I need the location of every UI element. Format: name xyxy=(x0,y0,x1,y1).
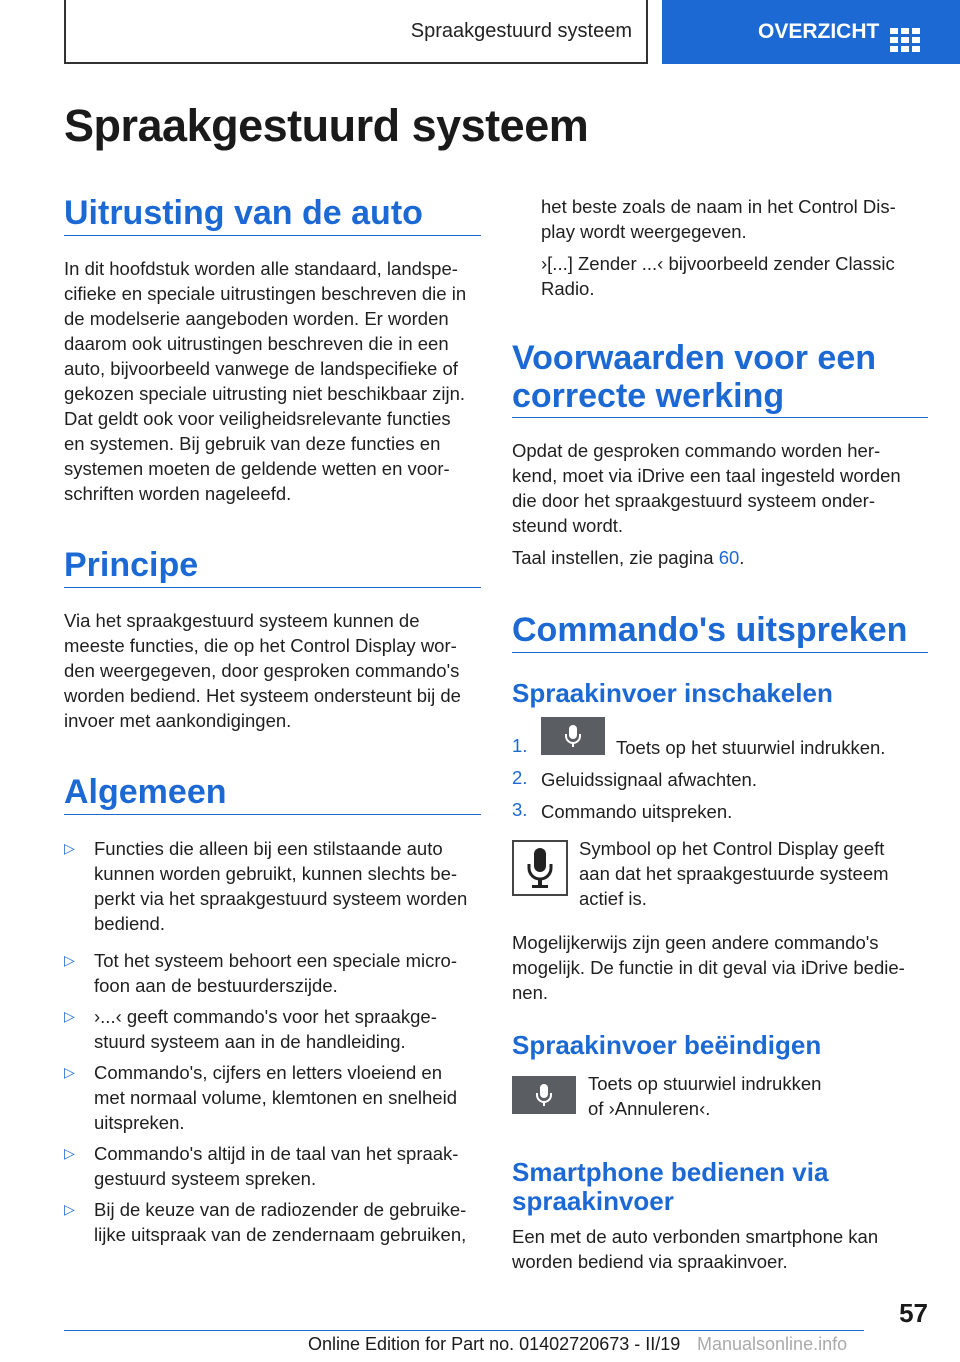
text-line: met normaal volume, klemtonen en snelheid xyxy=(94,1087,457,1108)
heading-uitrusting: Uitrusting van de auto xyxy=(64,194,423,232)
text-line: nen. xyxy=(512,982,549,1003)
text-line: het beste zoals de naam in het Control Dis- xyxy=(541,196,896,217)
page-title: Spraakgestuurd systeem xyxy=(64,100,589,151)
text-line: Symbool op het Control Display geeft xyxy=(579,838,885,859)
grid-menu-icon xyxy=(890,28,920,52)
text-line: de modelserie aangeboden worden. Er worden xyxy=(64,308,449,329)
text-line: foon aan de bestuurderszijde. xyxy=(94,975,338,996)
voorwaarden-paragraph xyxy=(512,438,932,538)
text-line: den weergegeven, door gesproken commando's xyxy=(64,660,460,681)
bullet-triangle-icon: ▷ xyxy=(64,1201,75,1217)
text-line: auto, bijvoorbeeld vanwege de landspecifieke of xyxy=(64,358,458,379)
page-number: 57 xyxy=(899,1298,928,1328)
text-line: steund wordt. xyxy=(512,515,624,536)
mogelijk-paragraph xyxy=(512,930,932,1005)
text-line: Commando's, cijfers en letters vloeiend en xyxy=(94,1062,443,1083)
text-line: Functies die alleen bij een stilstaande auto xyxy=(94,838,443,859)
principe-paragraph xyxy=(64,608,484,733)
text-line: cifieke en speciale uitrustingen beschreven die in xyxy=(64,283,467,304)
microphone-icon xyxy=(525,846,555,890)
text-line: aan dat het spraakgestuurde systeem xyxy=(579,863,889,884)
bullet-triangle-icon: ▷ xyxy=(64,840,75,856)
uitrusting-paragraph xyxy=(64,256,484,506)
header-section-tab xyxy=(64,0,648,64)
list-item xyxy=(64,1141,494,1191)
text-line: Mogelijkerwijs zijn geen andere commando's xyxy=(512,932,879,953)
text-line: mogelijk. De functie in dit geval via iDrive bedie- xyxy=(512,957,905,978)
continued-bullet-text xyxy=(541,194,941,244)
header-section-title: Spraakgestuurd systeem xyxy=(410,19,632,42)
text-line: systemen moeten de geldende wetten en voor- xyxy=(64,458,450,479)
list-item xyxy=(64,1197,494,1247)
symbool-text xyxy=(579,836,939,911)
step-number: 2. xyxy=(512,767,528,788)
heading-voorwaarden: Voorwaarden voor een correcte werking xyxy=(512,339,877,415)
text-line: Commando's altijd in de taal van het spraak- xyxy=(94,1143,459,1164)
beeindigen-text xyxy=(588,1071,928,1121)
control-display-mic-symbol xyxy=(512,840,568,896)
text-line: Radio. xyxy=(541,278,595,299)
microphone-icon xyxy=(534,1082,554,1108)
step-number: 1. xyxy=(512,735,528,756)
heading-commandos: Commando's uitspreken xyxy=(512,611,908,649)
smartphone-paragraph xyxy=(512,1224,932,1274)
heading-beeindigen: Spraakinvoer beëindigen xyxy=(512,1030,822,1060)
text-line: Een met de auto verbonden smartphone kan xyxy=(512,1226,879,1247)
text-line: actief is. xyxy=(579,888,647,909)
text-line: die door het spraakgestuurd systeem onder- xyxy=(512,490,876,511)
heading-smartphone: Smartphone bedienen via spraakinvoer xyxy=(512,1157,829,1216)
text-line: of ›Annuleren‹. xyxy=(588,1098,711,1119)
text-line: worden bediend via spraakinvoer. xyxy=(512,1251,788,1272)
microphone-icon xyxy=(563,723,583,749)
text-line: Tot het systeem behoort een speciale micro- xyxy=(94,950,457,971)
step-text: Geluidssignaal afwachten. xyxy=(541,769,757,790)
text-line: Bij de keuze van de radiozender de gebruike- xyxy=(94,1199,467,1220)
text-line: worden bediend. Het systeem ondersteunt bij de xyxy=(64,685,461,706)
bullet-triangle-icon: ▷ xyxy=(64,1145,75,1161)
text-line: perkt via het spraakgestuurd systeem worden xyxy=(94,888,468,909)
text-line: In dit hoofdstuk worden alle standaard, landspe- xyxy=(64,258,458,279)
bullet-triangle-icon: ▷ xyxy=(64,1008,75,1024)
text-line: meeste functies, die op het Control Display wor- xyxy=(64,635,457,656)
text-line: play wordt weergegeven. xyxy=(541,221,747,242)
text-line: gestuurd systeem spreken. xyxy=(94,1168,317,1189)
text-line: gekozen speciale uitrusting niet beschikbaar zijn. xyxy=(64,383,466,404)
text-line: invoer met aankondigingen. xyxy=(64,710,292,731)
list-item xyxy=(64,948,494,998)
overview-label: OVERZICHT xyxy=(758,20,880,43)
voice-button-image xyxy=(512,1076,576,1114)
text-line: stuurd systeem aan in de handleiding. xyxy=(94,1031,406,1052)
example-text xyxy=(541,251,941,301)
heading-rule xyxy=(64,814,481,815)
text-line: Dat geldt ook voor veiligheidsrelevante functies xyxy=(64,408,451,429)
text-line: lijke uitspraak van de zendernaam gebruiken, xyxy=(94,1224,467,1245)
footer-rule xyxy=(64,1330,864,1331)
overview-nav-button[interactable] xyxy=(662,0,960,64)
bullet-triangle-icon: ▷ xyxy=(64,952,75,968)
text-line: schriften worden nageleefd. xyxy=(64,483,292,504)
text-line: ›...‹ geeft commando's voor het spraakge- xyxy=(94,1006,437,1027)
text-line: daarom ook uitrustingen beschreven die in een xyxy=(64,333,449,354)
text-line: Opdat de gesproken commando worden her- xyxy=(512,440,881,461)
heading-principe: Principe xyxy=(64,546,199,584)
step-number: 3. xyxy=(512,799,528,820)
list-item xyxy=(64,836,494,936)
text-line: en systemen. Bij gebruik van deze functies en xyxy=(64,433,441,454)
step-text: Commando uitspreken. xyxy=(541,801,733,822)
heading-rule xyxy=(64,587,481,588)
text-line: Toets op stuurwiel indrukken xyxy=(588,1073,822,1094)
list-item xyxy=(64,1060,494,1135)
text-line: kunnen worden gebruikt, kunnen slechts be- xyxy=(94,863,458,884)
text-line: bediend. xyxy=(94,913,165,934)
text-line: uitspreken. xyxy=(94,1112,185,1133)
heading-inschakelen: Spraakinvoer inschakelen xyxy=(512,678,833,708)
heading-algemeen: Algemeen xyxy=(64,773,227,811)
edition-text: Online Edition for Part no. 01402720673 - II/19 xyxy=(308,1334,681,1354)
page-link-60[interactable]: 60 xyxy=(718,547,740,568)
list-item xyxy=(64,1004,494,1054)
bullet-triangle-icon: ▷ xyxy=(64,1064,75,1080)
text-line: Via het spraakgestuurd systeem kunnen de xyxy=(64,610,420,631)
heading-rule xyxy=(512,417,928,418)
text-line: ›[...] Zender ...‹ bijvoorbeeld zender Classic xyxy=(541,253,895,274)
voice-button-image xyxy=(541,717,605,755)
heading-rule xyxy=(64,235,481,236)
taal-instellen-text: Taal instellen, zie pagina 60. xyxy=(512,547,745,568)
step-text: Toets op het stuurwiel indrukken. xyxy=(616,737,886,758)
text-line: kend, moet via iDrive een taal ingesteld worden xyxy=(512,465,901,486)
watermark: Manualsonline.info xyxy=(697,1334,848,1354)
heading-rule xyxy=(512,652,928,653)
